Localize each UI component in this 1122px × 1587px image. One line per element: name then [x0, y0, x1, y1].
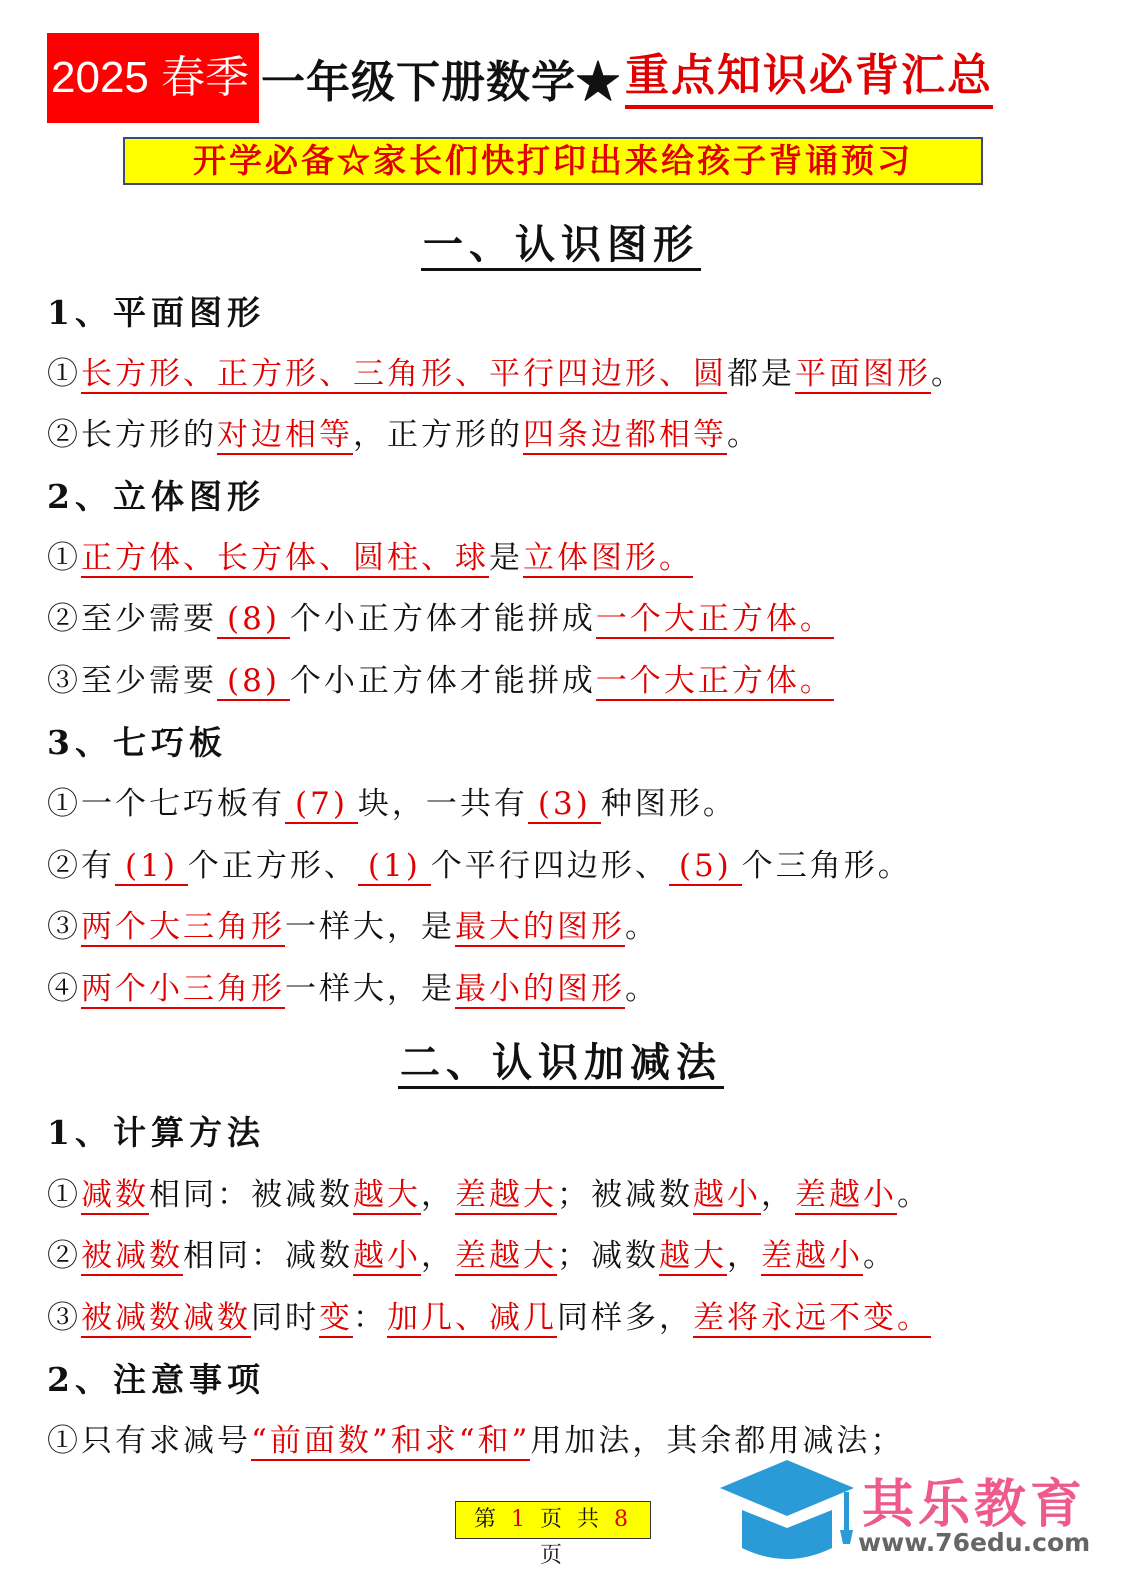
key-answer: (7)	[285, 786, 358, 824]
text: 块，一共有	[357, 786, 528, 822]
page-number	[455, 1501, 651, 1568]
knowledge-point	[47, 532, 693, 577]
text: ①只有求减号	[47, 1423, 251, 1459]
section-heading	[0, 213, 1122, 270]
key-answer: 被减数减数	[81, 1300, 251, 1336]
text: 3、七巧板	[47, 723, 227, 762]
key-answer: 越大	[659, 1238, 727, 1274]
key-answer: 最小的图形	[455, 971, 625, 1007]
key-answer: 正方体、长方体、圆柱、球	[81, 540, 489, 576]
subsection-heading	[47, 717, 227, 764]
text: 2、注意事项	[47, 1360, 265, 1399]
knowledge-point	[47, 1415, 904, 1460]
text: 同样多，	[557, 1300, 693, 1336]
document-title	[47, 33, 993, 123]
knowledge-point	[47, 901, 659, 946]
knowledge-point	[47, 655, 834, 700]
text: ①	[47, 540, 81, 576]
key-answer: (1)	[115, 848, 188, 886]
page-current: 1	[511, 1507, 529, 1532]
subsection-heading	[47, 471, 265, 518]
text: 。	[897, 1177, 931, 1213]
section-heading	[0, 1031, 1122, 1088]
title-text: 一年级下册数学★	[261, 57, 621, 108]
text: ②有	[47, 848, 115, 884]
key-answer: 差越大	[455, 1238, 557, 1274]
text: ：	[353, 1300, 387, 1336]
text: 是	[489, 540, 523, 576]
text: 个正方形、	[187, 848, 358, 884]
text: 1、平面图形	[47, 293, 265, 332]
key-answer: 两个小三角形	[81, 971, 285, 1007]
page-total: 8	[614, 1507, 632, 1532]
text: ，	[727, 1238, 761, 1274]
knowledge-point	[47, 348, 965, 393]
text: 。	[727, 417, 761, 453]
page-prefix: 第	[473, 1507, 500, 1532]
page-mid: 页 共	[540, 1507, 603, 1532]
key-answer: 四条边都相等	[523, 417, 727, 453]
knowledge-point	[47, 409, 761, 454]
key-answer: 两个大三角形	[81, 909, 285, 945]
text: 一样大，是	[285, 909, 455, 945]
text: 个三角形。	[741, 848, 912, 884]
key-answer: 差越小	[761, 1238, 863, 1274]
logo-name: 其乐教育	[862, 1475, 1087, 1535]
key-answer: 差将永远不变。	[693, 1300, 931, 1336]
banner: 开学必备☆家长们快打印出来给孩子背诵预习	[123, 137, 983, 185]
key-answer: 越小	[693, 1177, 761, 1213]
knowledge-point	[47, 593, 834, 638]
text: 一样大，是	[285, 971, 455, 1007]
knowledge-point	[47, 1230, 897, 1275]
key-answer: 一个大正方体。	[595, 601, 834, 637]
text: ④	[47, 971, 81, 1007]
text: ③	[47, 909, 81, 945]
text: 。	[625, 909, 659, 945]
text: ②至少需要	[47, 601, 217, 637]
text: ，	[421, 1238, 455, 1274]
text: 相同：被减数	[149, 1177, 353, 1213]
text: 。	[863, 1238, 897, 1274]
key-answer: (8)	[217, 663, 290, 701]
key-answer: 长方形、正方形、三角形、平行四边形、圆	[81, 356, 727, 392]
key-answer: 平面图形	[795, 356, 931, 392]
key-answer: “前面数”和求“和”	[251, 1423, 531, 1459]
text: 个小正方体才能拼成	[289, 601, 596, 637]
text: 用加法，其余都用减法；	[530, 1423, 905, 1459]
key-answer: 加几、减几	[387, 1300, 557, 1336]
text: ③	[47, 1300, 81, 1336]
knowledge-point	[47, 778, 737, 823]
key-answer: (5)	[669, 848, 742, 886]
page-suffix: 页	[539, 1543, 566, 1568]
key-answer: (1)	[358, 848, 431, 886]
text: ；减数	[557, 1238, 659, 1274]
key-answer: 变	[319, 1300, 353, 1336]
key-answer: 对边相等	[217, 417, 353, 453]
subsection-heading	[47, 1354, 265, 1401]
key-answer: 越大	[353, 1177, 421, 1213]
key-answer: (3)	[528, 786, 601, 824]
text: ②	[47, 1238, 81, 1274]
key-answer: 一个大正方体。	[595, 663, 834, 699]
key-answer: 最大的图形	[455, 909, 625, 945]
text: 个小正方体才能拼成	[289, 663, 596, 699]
logo-url: www.76edu.com	[858, 1528, 1091, 1557]
text: ；被减数	[557, 1177, 693, 1213]
knowledge-point	[47, 1169, 931, 1214]
key-answer: 被减数	[81, 1238, 183, 1274]
text: 1、计算方法	[47, 1113, 265, 1152]
subsection-heading	[47, 287, 265, 334]
text: ①	[47, 356, 81, 392]
title-highlight: 重点知识必背汇总	[625, 47, 993, 109]
text: ，正方形的	[353, 417, 523, 453]
text: 相同：减数	[183, 1238, 353, 1274]
key-answer: (8)	[217, 601, 290, 639]
section-heading-text: 二、认识加减法	[398, 1039, 724, 1089]
text: ①一个七巧板有	[47, 786, 285, 822]
text: ，	[421, 1177, 455, 1213]
year-season-badge: 2025 春季	[47, 33, 259, 123]
subsection-heading	[47, 1107, 265, 1154]
text: ③至少需要	[47, 663, 217, 699]
text: 种图形。	[600, 786, 737, 822]
text: 同时	[251, 1300, 319, 1336]
text: 个平行四边形、	[430, 848, 669, 884]
text: ①	[47, 1177, 81, 1213]
knowledge-point	[47, 1292, 931, 1337]
section-heading-text: 一、认识图形	[421, 221, 701, 271]
key-answer: 减数	[81, 1177, 149, 1213]
knowledge-point	[47, 963, 659, 1008]
text: 都是	[727, 356, 795, 392]
key-answer: 差越大	[455, 1177, 557, 1213]
text: 。	[931, 356, 965, 392]
knowledge-point	[47, 840, 912, 885]
text: ②长方形的	[47, 417, 217, 453]
key-answer: 差越小	[795, 1177, 897, 1213]
key-answer: 立体图形。	[523, 540, 693, 576]
text: 。	[625, 971, 659, 1007]
text: ，	[761, 1177, 795, 1213]
text: 2、立体图形	[47, 477, 265, 516]
key-answer: 越小	[353, 1238, 421, 1274]
